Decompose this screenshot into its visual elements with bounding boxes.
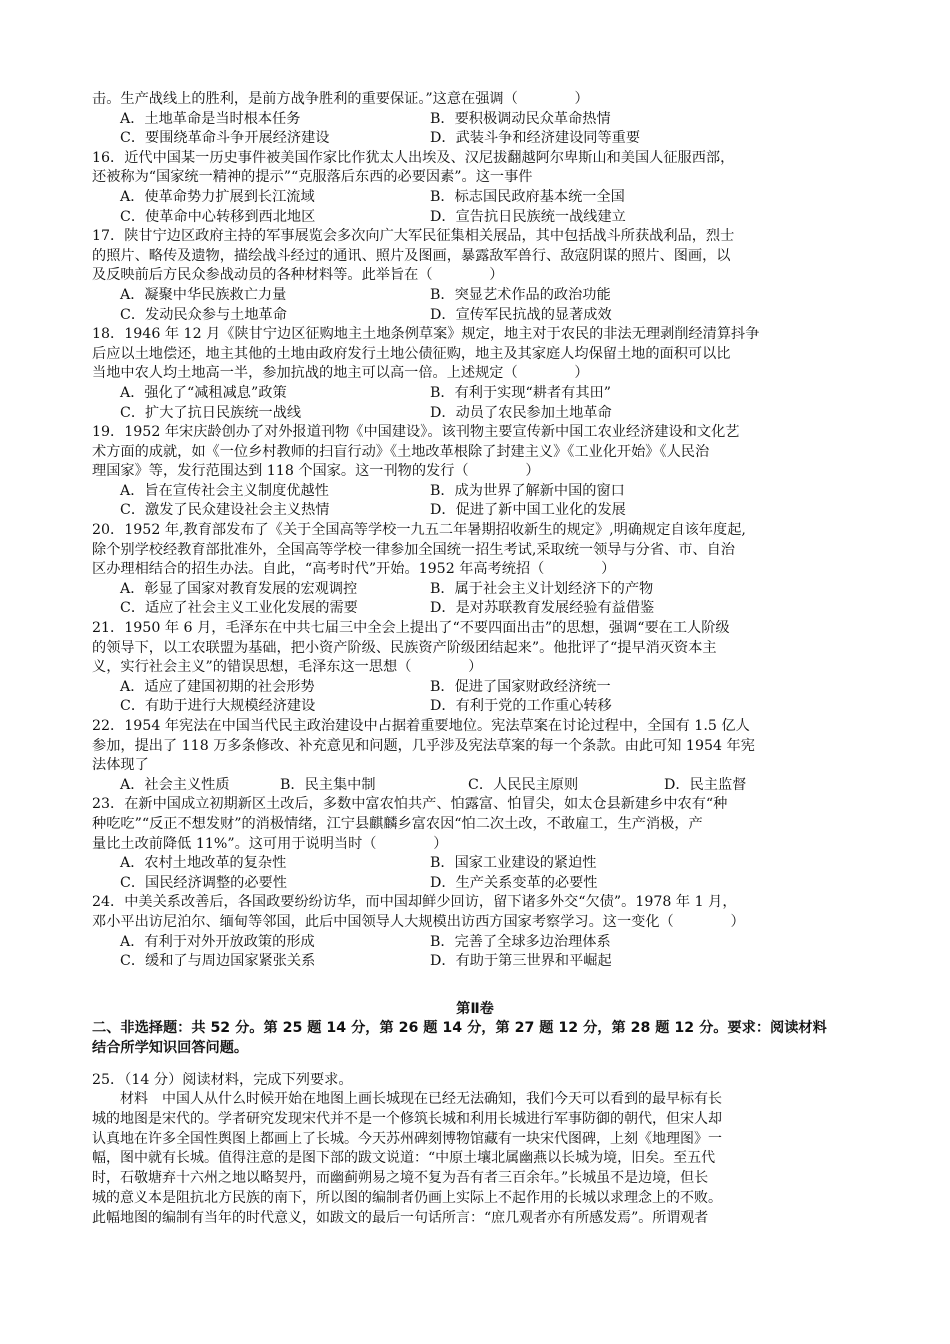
q20-option-d: D．是对苏联教育发展经验有益借鉴 [430,600,655,617]
q22-option-b: B．民主集中制 [280,776,376,793]
q18-line: 18．1946 年 12 月《陕甘宁边区征购地主土地条例草案》规定，地主对于农民的非法无理剥削经清算抖争 [92,326,760,343]
q19-option-a: A．旨在宣传社会主义制度优越性 [120,482,329,499]
question-16 [92,149,858,188]
q17-line: 及反映前后方民众参战动员的各种材料等。此举旨在（ ） [92,267,504,284]
q16-line: 16．近代中国某一历史事件被美国作家比作犹太人出埃及、汉尼拔翻越阿尔卑斯山和美国人征服西部， [92,149,735,166]
q15-option-a: A．土地革命是当时根本任务 [120,110,301,127]
q24-option-c: C．缓和了与周边国家紧张关系 [120,953,316,970]
q23-line: 种吃吃”“反正不想发财”的消极情绪，江宁县麒麟乡富农因“怕二次土改，不敢雇工，生产消极，产 [92,815,703,832]
q17-line: 的照片、略传及遗物，描绘战斗经过的通讯、照片及图画，暴露敌军兽行、敌寇阴谋的照片、图画，以 [92,247,731,264]
q22-line: 参加，提出了 118 万多条修改、补充意见和问题，几乎涉及宪法草案的每一个条款。由此可知 1954 年宪 [92,737,755,754]
q21-option-a: A．适应了建国初期的社会形势 [120,678,315,695]
q17-option-a: A．凝聚中华民族救亡力量 [120,286,287,303]
q15-option-c: C．要围绕革命斗争开展经济建设 [120,130,330,147]
q15-option-d: D．武装斗争和经济建设同等重要 [430,130,641,147]
q22-option-c: C．人民民主原则 [468,776,579,793]
q24-option-b: B．完善了全球多边治理体系 [430,933,611,950]
q24-line: 邓小平出访尼泊尔、缅甸等邻国，此后中国领导人大规模出访西方国家考察学习。这一变化（ ） [92,913,745,930]
question-25 [92,1071,858,1229]
q17-option-b: B．突显艺术作品的政治功能 [430,286,611,303]
section-title: 第Ⅱ卷 [456,1000,494,1017]
q18-line: 后应以土地偿还，地主其他的土地由政府发行土地公债征购，地主及其家庭人均保留土地的面积可以比 [92,345,731,362]
question-19 [92,423,858,482]
question-23 [92,795,858,854]
q21-line: 义，实行社会主义”的错误思想，毛泽东这一思想（ ） [92,659,483,676]
q18-option-d: D．动员了农民参加土地革命 [430,404,612,421]
q21-option-d: D．有利于党的工作重心转移 [430,698,612,715]
q15-option-b: B．要积极调动民众革命热情 [430,110,611,127]
q18-line: 当地中农人均土地高一半，参加抗战的地主可以高一倍。上述规定（ ） [92,365,589,382]
q21-line: 21．1950 年 6 月，毛泽东在中共七届三中全会上提出了“不要四面出击”的思想，强调“要在工人阶级 [92,620,730,637]
q17-option-d: D．宣传军民抗战的显著成效 [430,306,612,323]
q21-option-b: B．促进了国家财政经济统一 [430,678,611,695]
material-line: 材料 中国人从什么时候开始在地图上画长城现在已经无法确知，我们今天可以看到的最早标有长 [92,1091,722,1108]
q23-option-a: A．农村土地改革的复杂性 [120,855,287,872]
q24-option-a: A．有利于对外开放政策的形成 [120,933,315,950]
q22-option-d: D．民主监督 [664,776,747,793]
q16-option-a: A．使革命势力扩展到长江流域 [120,188,315,205]
q21-options [92,678,858,717]
q20-option-c: C．适应了社会主义工业化发展的需要 [120,600,358,617]
q16-options [92,188,858,227]
q19-option-c: C．激发了民众建设社会主义热情 [120,502,330,519]
q20-line: 区办理相结合的招生办法。自此，“高考时代”开始。1952 年高考统招（ ） [92,561,616,578]
material-line: 城的意义本是阻抗北方民族的南下，所以图的编制者仍画上实际上不起作用的长城以求理念上的不败。 [92,1190,722,1207]
q20-option-b: B．属于社会主义计划经济下的产物 [430,580,654,597]
q19-line: 19．1952 年宋庆龄创办了对外报道刊物《中国建设》。该刊物主要宣传新中国工农业经济建设和文化艺 [92,424,740,441]
material-line: 时，石敬塘弃十六州之地以略契丹，而幽蓟朔易之境不复为吾有者三百余年。”长城虽不是边境，但长 [92,1170,709,1187]
section-description [92,1019,858,1058]
question-21 [92,619,858,678]
question-24 [92,893,858,932]
q22-line: 法体现了 [92,757,149,774]
q17-options [92,286,858,325]
section-desc-line: 结合所学知识回答问题。 [92,1039,249,1056]
q21-line: 的领导下，以工农联盟为基础，把小资产阶级、民族资产阶级团结起来”。他批评了“提早消灭资本主 [92,639,717,656]
q23-line: 23．在新中国成立初期新区土改后，多数中富农怕共产、怕露富、怕冒尖，如太仓县新建乡中农有“种 [92,796,728,813]
q20-option-a: A．彰显了国家对教育发展的宏观调控 [120,580,358,597]
q15-stem-end: 击。生产战线上的胜利，是前方战争胜利的重要保证。”这意在强调（ ） [92,91,589,107]
section-desc-line: 二、非选择题：共 52 分。第 25 题 14 分，第 26 题 14 分，第 27 题 12 分，第 28 题 12 分。要求：阅读材料 [92,1020,827,1037]
q19-line: 术方面的成就，如《一位乡村教师的扫盲行动》《土地改革根除了封建主义》《工业化开始》《人民治 [92,443,710,460]
material-line: 幅，图中就有长城。值得注意的是图下部的跋文说道：“中原土壤北属幽燕以长城为境，旧矣。至五代 [92,1150,716,1167]
q24-option-d: D．有助于第三世界和平崛起 [430,953,612,970]
q17-option-c: C．发动民众参与土地革命 [120,306,287,323]
material-line: 城的地图是宋代的。学者研究发现宋代并不是一个修筑长城和利用长城进行军事防御的朝代，但宋人却 [92,1110,722,1127]
q16-line: 还被称为“国家统一精神的提示”“克服落后东西的必要因素”。这一事件 [92,169,533,186]
q20-line: 除个别学校经教育部批准外，全国高等学校一律参加全国统一招生考试,采取统一领导与分省、市、自治 [92,541,735,558]
q23-option-b: B．国家工业建设的紧迫性 [430,855,597,872]
q16-option-c: C．使革命中心转移到西北地区 [120,208,316,225]
question-17 [92,227,858,286]
q24-options [92,933,858,972]
q25-head: 25．（14 分）阅读材料，完成下列要求。 [92,1071,353,1088]
q21-option-c: C．有助于进行大规模经济建设 [120,698,316,715]
q16-option-d: D．宣告抗日民族统一战线建立 [430,208,626,225]
q22-option-a: A．社会主义性质 [120,776,230,793]
q23-option-d: D．生产关系变革的必要性 [430,874,598,891]
q23-line: 量比土改前降低 11%”。这可用于说明当时（ ） [92,835,448,852]
q23-options [92,854,858,893]
question-22 [92,717,858,776]
q17-line: 17．陕甘宁边区政府主持的军事展览会多次向广大军民征集相关展品，其中包括战斗所获战利品，烈士 [92,228,735,245]
question-20 [92,521,858,580]
q18-options [92,384,858,423]
q22-line: 22．1954 年宪法在中国当代民主政治建设中占据着重要地位。宪法草案在讨论过程中，全国有 1.5 亿人 [92,718,750,734]
q22-options [92,776,858,796]
material-line: 认真地在许多全国性舆图上都画上了长城。今天苏州碑刻博物馆藏有一块宋代图碑，上刻《地理图》一 [92,1130,722,1147]
q18-option-a: A．强化了“减租减息”政策 [120,384,287,401]
q18-option-c: C．扩大了抗日民族统一战线 [120,404,302,421]
q19-options [92,482,858,521]
q20-line: 20．1952 年,教育部发布了《关于全国高等学校一九五二年暑期招收新生的规定》,明确规定自该年度起, [92,522,746,539]
q19-option-b: B．成为世界了解新中国的窗口 [430,482,625,499]
q25-material [92,1090,858,1229]
q23-option-c: C．国民经济调整的必要性 [120,874,287,891]
exam-page [92,90,858,1229]
material-line: 此幅地图的编制有当年的时代意义，如跋文的最后一句话所言：“庶几观者亦有所感发焉”。所谓观者 [92,1209,709,1226]
q19-option-d: D．促进了新中国工业化的发展 [430,502,626,519]
q15-options [92,110,858,149]
q18-option-b: B．有利于实现“耕者有其田” [430,384,611,401]
q24-line: 24．中美关系改善后，各国政要纷纷访华，而中国却鲜少回访，留下诸多外交“欠债”。1978 年 1 月， [92,894,737,911]
question-18 [92,325,858,384]
q19-line: 理国家》等，发行范围达到 118 个国家。这一刊物的发行（ ） [92,463,540,480]
q16-option-b: B．标志国民政府基本统一全国 [430,188,625,205]
q20-options [92,580,858,619]
